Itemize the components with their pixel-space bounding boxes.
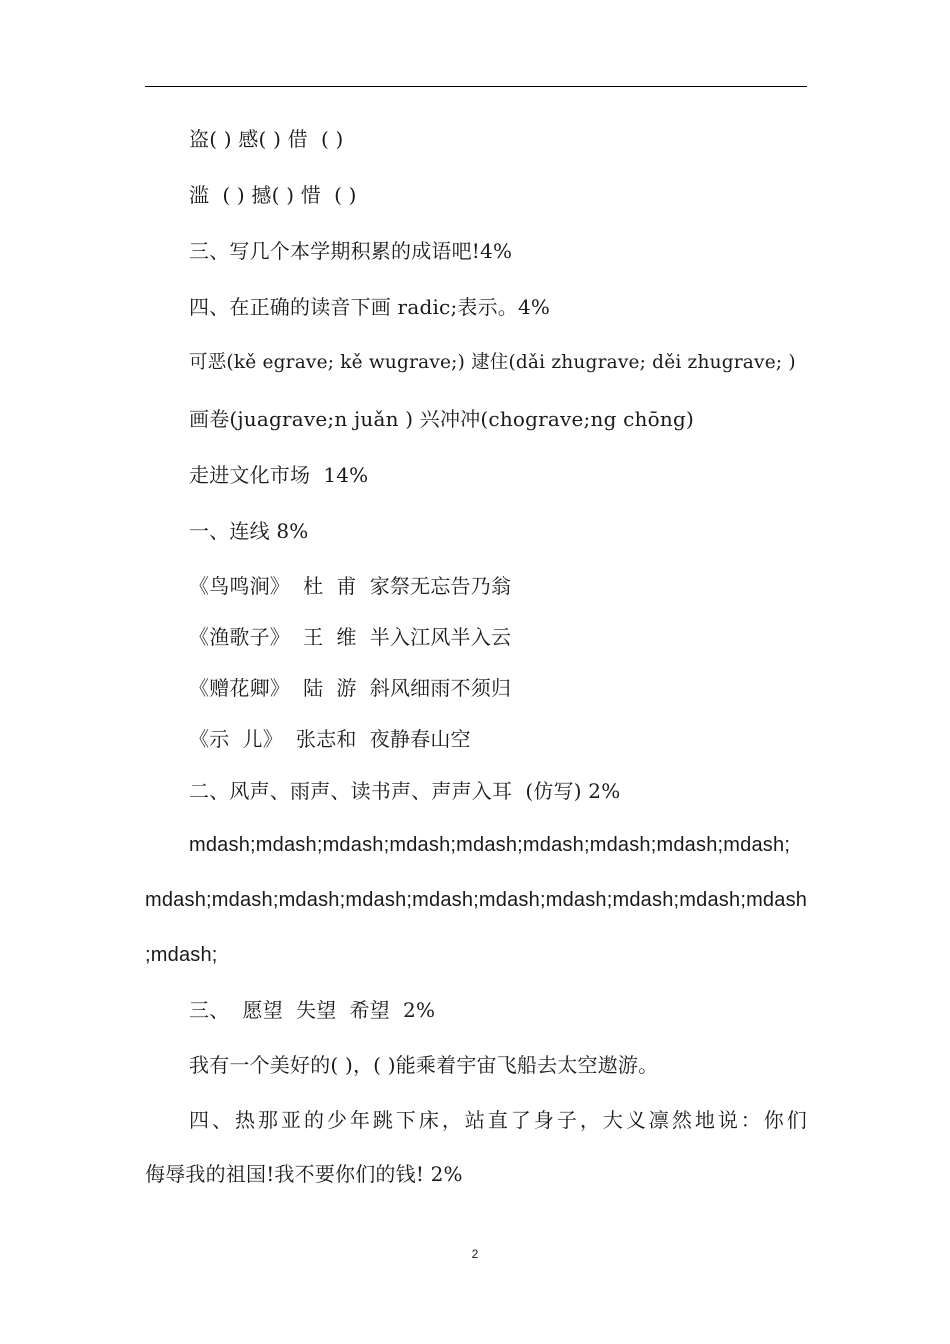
text-line: 二、风声、雨声、读书声、声声入耳 (仿写) 2% [189, 779, 621, 803]
dash-line: ;mdash; [145, 944, 218, 966]
poem-match-line: 《示 儿》 张志和 夜静春山空 [189, 727, 471, 751]
dash-line: mdash;mdash;mdash;mdash;mdash;mdash;mdash;mdash;mdash; [189, 834, 791, 856]
text-line: 侮辱我的祖国!我不要你们的钱! 2% [145, 1162, 463, 1186]
text-line: 我有一个美好的( )，( )能乘着宇宙飞船去太空遨游。 [189, 1053, 659, 1077]
text-line: 可恶(kě egrave; kě wugrave;) 逮住(dǎi zhugrave; děi zhugrave; ) [189, 352, 796, 373]
text-line: 盗( ) 感( ) 借 ( ) [189, 127, 344, 151]
text-line: 三、 愿望 失望 希望 2% [189, 998, 436, 1022]
text-line: 三、写几个本学期积累的成语吧!4% [189, 239, 513, 263]
page-number: 2 [471, 1247, 479, 1261]
text-line: 一、连线 8% [189, 519, 309, 543]
text-line: 画卷(juagrave;n juǎn ) 兴冲冲(chograve;ng chōng) [189, 407, 694, 431]
section-heading: 走进文化市场 14% [189, 463, 369, 487]
poem-match-line: 《渔歌子》 王 维 半入江风半入云 [189, 625, 512, 649]
dash-line: mdash;mdash;mdash;mdash;mdash;mdash;mdash;mdash;mdash;mdash [145, 889, 808, 911]
header-rule [145, 86, 807, 87]
text-line: 四、在正确的读音下画 radic;表示。4% [189, 295, 551, 319]
poem-match-line: 《鸟鸣涧》 杜 甫 家祭无忘告乃翁 [189, 574, 512, 598]
text-line: 滥 ( ) 撼( ) 惜 ( ) [189, 183, 357, 207]
text-line: 四、热那亚的少年跳下床，站直了身子，大义凛然地说：你们 [189, 1108, 807, 1132]
poem-match-line: 《赠花卿》 陆 游 斜风细雨不须归 [189, 676, 512, 700]
